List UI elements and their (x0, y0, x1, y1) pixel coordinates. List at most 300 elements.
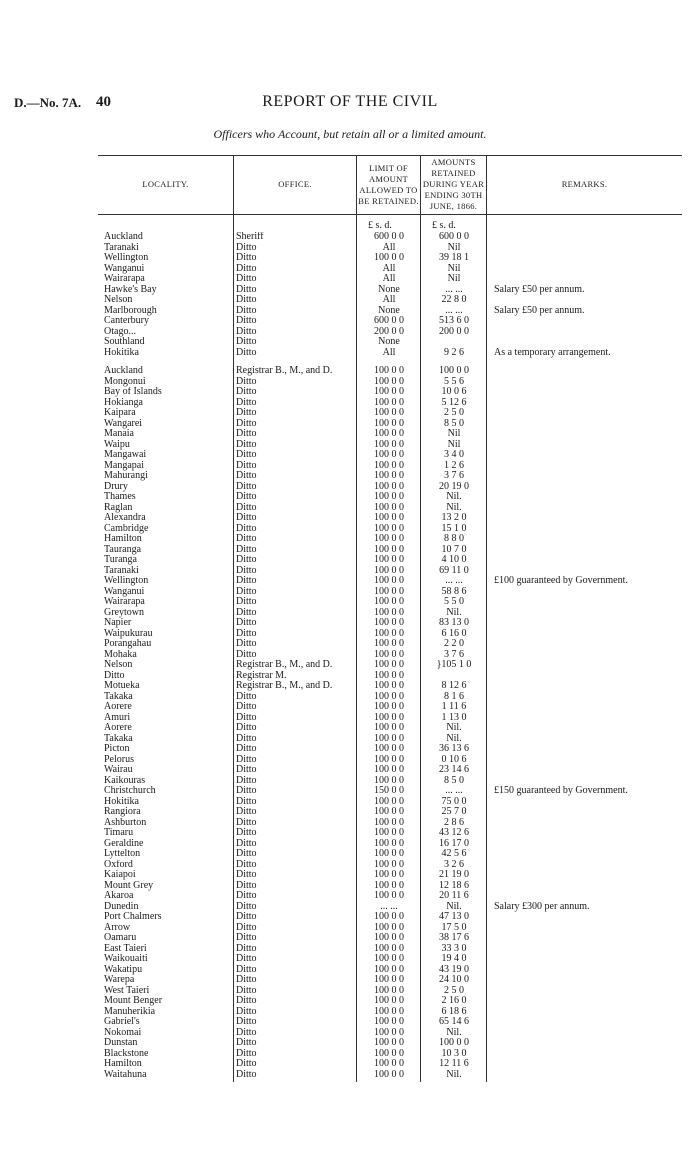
retained-cell: 36 13 6 (439, 744, 469, 754)
office-cell: Ditto (236, 576, 257, 586)
locality-cell: Porangahau (104, 639, 152, 649)
office-cell: Ditto (236, 985, 257, 996)
locality-cell: Waikouaiti (104, 954, 148, 964)
limit-cell: 100 0 0 (374, 628, 404, 639)
locality-cell: Mangapai (104, 460, 144, 471)
retained-cell: 15 1 0 (441, 523, 467, 534)
office-cell: Ditto (236, 555, 257, 565)
retained-cell: Nil. (446, 901, 462, 912)
table-row (98, 954, 682, 965)
locality-cell: Oxford (104, 859, 133, 870)
retained-cell: 5 12 6 (441, 397, 467, 408)
table-row (98, 492, 682, 503)
table-row (98, 618, 682, 629)
retained-cell: Nil. (446, 733, 462, 744)
column-header-limit: LIMIT OF AMOUNT ALLOWED TO BE RETAINED. (358, 163, 419, 206)
limit-cell: 100 0 0 (374, 964, 404, 975)
table-subtitle: Officers who Account, but retain all or a limited amount. (213, 127, 487, 141)
table-row (98, 316, 682, 327)
retained-cell: ... ... (445, 786, 463, 796)
limit-cell: ... ... (380, 901, 398, 912)
retained-cell: 58 8 6 (441, 586, 467, 597)
office-cell: Ditto (236, 347, 257, 358)
limit-cell: 100 0 0 (374, 1038, 404, 1048)
retained-cell: 23 14 6 (439, 765, 469, 775)
table-row (98, 713, 682, 724)
table-row (98, 1049, 682, 1060)
limit-cell: 100 0 0 (374, 975, 404, 985)
remarks-cell: Salary £300 per annum. (494, 901, 590, 912)
retained-cell: 17 5 0 (441, 922, 467, 933)
office-cell: Ditto (236, 607, 257, 618)
table-row (98, 1028, 682, 1039)
retained-cell: ... ... (445, 576, 463, 586)
retained-cell: 22 8 0 (441, 295, 467, 305)
table-row (98, 377, 682, 388)
remarks-cell: Salary £50 per annum. (494, 305, 585, 316)
table-body (98, 232, 682, 1080)
retained-cell: 3 7 6 (444, 471, 464, 481)
office-cell: Ditto (236, 316, 257, 326)
retained-cell: 13 2 0 (441, 513, 467, 523)
table-row (98, 797, 682, 808)
office-cell: Ditto (236, 639, 257, 649)
retained-cell: Nil. (446, 492, 462, 502)
locality-cell: Aorere (104, 702, 132, 712)
office-cell: Ditto (236, 702, 257, 712)
retained-cell: 38 17 6 (439, 933, 469, 943)
table-row (98, 513, 682, 524)
retained-cell: 25 7 0 (441, 807, 467, 817)
table-row (98, 776, 682, 787)
table-row (98, 419, 682, 430)
table-row (98, 524, 682, 535)
table-row (98, 608, 682, 619)
retained-cell: ... ... (445, 284, 463, 295)
remarks-cell: As a temporary arrangement. (494, 347, 611, 358)
retained-cell: 8 8 0 (444, 534, 464, 544)
limit-cell: 100 0 0 (374, 838, 404, 849)
locality-cell: Wairau (104, 765, 133, 775)
locality-cell: Taranaki (104, 242, 139, 253)
retained-cell: 16 17 0 (439, 838, 469, 849)
column-header-remarks: REMARKS. (561, 179, 608, 189)
table-row (98, 408, 682, 419)
table-row (98, 650, 682, 661)
table-row (98, 440, 682, 451)
retained-cell: 69 11 0 (439, 565, 469, 576)
table-row (98, 327, 682, 338)
locality-cell: Auckland (104, 232, 143, 242)
table-row (98, 1007, 682, 1018)
table-row (98, 986, 682, 997)
retained-cell: 1 2 6 (444, 460, 464, 471)
office-cell: Ditto (236, 263, 257, 274)
office-cell: Ditto (236, 492, 257, 502)
office-cell: Ditto (236, 534, 257, 544)
retained-cell: 3 4 0 (444, 450, 464, 460)
locality-cell: Mahurangi (104, 471, 148, 481)
limit-cell: 100 0 0 (374, 649, 404, 660)
office-cell: Ditto (236, 565, 257, 576)
locality-cell: Hamilton (104, 534, 142, 544)
locality-cell: Nokomai (104, 1027, 142, 1038)
office-cell: Ditto (236, 975, 257, 985)
locality-cell: Southland (104, 337, 145, 347)
table-row (98, 807, 682, 818)
limit-cell: 100 0 0 (374, 502, 404, 513)
office-cell: Ditto (236, 429, 257, 439)
table-row (98, 398, 682, 409)
limit-cell: 100 0 0 (374, 996, 404, 1006)
locality-cell: Takaka (104, 691, 133, 702)
page-number: 40 (96, 94, 111, 110)
table-row (98, 482, 682, 493)
retained-cell: 5 5 6 (444, 376, 464, 387)
table-row (98, 692, 682, 703)
office-cell: Ditto (236, 274, 257, 284)
office-cell: Ditto (236, 943, 257, 954)
office-cell: Ditto (236, 618, 257, 628)
table-row (98, 660, 682, 671)
office-cell: Ditto (236, 471, 257, 481)
table-row (98, 996, 682, 1007)
table-row (98, 944, 682, 955)
group-spacer (98, 358, 682, 366)
locality-cell: Hokitika (104, 347, 139, 358)
limit-cell: 100 0 0 (374, 397, 404, 408)
table-row (98, 429, 682, 440)
limit-cell: 150 0 0 (374, 786, 404, 796)
retained-cell: Nil. (446, 723, 462, 733)
retained-cell: 83 13 0 (439, 618, 469, 628)
retained-cell: 3 7 6 (444, 649, 464, 660)
retained-cell: 8 5 0 (444, 775, 464, 786)
office-cell: Ditto (236, 922, 257, 933)
limit-cell: 100 0 0 (374, 408, 404, 418)
column-header-locality: LOCALITY. (142, 179, 189, 189)
limit-cell: 100 0 0 (374, 859, 404, 870)
limit-cell: 100 0 0 (374, 565, 404, 576)
locality-cell: Lyttelton (104, 849, 141, 859)
office-cell: Ditto (236, 1038, 257, 1048)
office-cell: Ditto (236, 253, 257, 263)
limit-cell: 100 0 0 (374, 1006, 404, 1017)
limit-cell: 100 0 0 (374, 1017, 404, 1027)
locality-cell: Wellington (104, 253, 149, 263)
retained-cell: }105 1 0 (436, 660, 472, 670)
retained-cell: 12 11 6 (439, 1059, 469, 1069)
locality-cell: Taranaki (104, 565, 139, 576)
locality-cell: Mangawai (104, 450, 147, 460)
table-row (98, 1038, 682, 1049)
limit-cell: 100 0 0 (374, 513, 404, 523)
office-cell: Ditto (236, 817, 257, 828)
locality-cell: Oamaru (104, 933, 137, 943)
limit-cell: 100 0 0 (374, 691, 404, 702)
retained-cell: Nil. (446, 607, 462, 618)
office-cell: Ditto (236, 242, 257, 253)
limit-cell: All (382, 274, 396, 284)
locality-cell: Auckland (104, 366, 143, 376)
locality-cell: Rangiora (104, 807, 141, 817)
retained-cell: 6 18 6 (441, 1006, 467, 1017)
limit-cell: 600 0 0 (374, 316, 404, 326)
locality-cell: Hamilton (104, 1059, 142, 1069)
remarks-cell: £100 guaranteed by Government. (494, 576, 628, 586)
locality-cell: Geraldine (104, 838, 144, 849)
office-cell: Ditto (236, 775, 257, 786)
limit-cell: 100 0 0 (374, 660, 404, 670)
limit-cell: 100 0 0 (374, 1027, 404, 1038)
limit-cell: 100 0 0 (374, 681, 404, 691)
locality-cell: Greytown (104, 607, 144, 618)
table-row (98, 348, 682, 359)
locality-cell: Warepa (104, 975, 135, 985)
table-row (98, 471, 682, 482)
locality-cell: Marlborough (104, 305, 157, 316)
office-cell: Ditto (236, 628, 257, 639)
retained-cell: 0 10 6 (441, 754, 467, 765)
locality-cell: Waitahuna (104, 1069, 147, 1080)
office-cell: Ditto (236, 1027, 257, 1038)
locality-cell: Alexandra (104, 513, 146, 523)
retained-cell: 4 10 0 (441, 555, 467, 565)
limit-cell: 100 0 0 (374, 954, 404, 964)
limit-cell: 100 0 0 (374, 922, 404, 933)
office-cell: Ditto (236, 597, 257, 607)
limit-cell: 100 0 0 (374, 712, 404, 723)
table-row (98, 243, 682, 254)
office-cell: Ditto (236, 754, 257, 765)
retained-cell: Nil (447, 242, 461, 253)
table-row (98, 734, 682, 745)
locality-cell: Kaipara (104, 408, 136, 418)
office-cell: Ditto (236, 1017, 257, 1027)
office-cell: Ditto (236, 397, 257, 408)
limit-cell: 100 0 0 (374, 523, 404, 534)
table-row (98, 849, 682, 860)
table-row (98, 671, 682, 682)
table-row (98, 306, 682, 317)
retained-cell: 43 19 0 (439, 964, 469, 975)
locality-cell: Thames (104, 492, 136, 502)
locality-cell: Kaiapoi (104, 870, 136, 880)
office-cell: Registrar B., M., and D. (236, 366, 333, 376)
locality-cell: Raglan (104, 502, 133, 513)
office-cell: Ditto (236, 450, 257, 460)
retained-cell: 19 4 0 (441, 954, 467, 964)
limit-cell: 100 0 0 (374, 849, 404, 859)
table-row (98, 828, 682, 839)
table-row (98, 576, 682, 587)
retained-cell: 10 7 0 (441, 544, 467, 555)
office-cell: Ditto (236, 284, 257, 295)
office-cell: Ditto (236, 649, 257, 660)
limit-cell: None (378, 337, 400, 347)
table-top-rule (98, 155, 682, 156)
locality-cell: Hawke's Bay (104, 284, 157, 295)
retained-cell: 2 16 0 (441, 996, 467, 1006)
limit-cell: 100 0 0 (374, 817, 404, 828)
locality-cell: Timaru (104, 828, 134, 838)
table-row (98, 965, 682, 976)
locality-cell: Ashburton (104, 817, 147, 828)
table-row (98, 786, 682, 797)
table-row (98, 295, 682, 306)
table-row (98, 1070, 682, 1081)
limit-cell: 200 0 0 (374, 326, 404, 337)
office-cell: Ditto (236, 838, 257, 849)
table-row (98, 744, 682, 755)
retained-cell: 39 18 1 (439, 253, 469, 263)
table-row (98, 1059, 682, 1070)
limit-cell: 100 0 0 (374, 1059, 404, 1069)
limit-cell: All (382, 263, 396, 274)
limit-cell: All (382, 295, 396, 305)
limit-cell: 100 0 0 (374, 985, 404, 996)
office-cell: Ditto (236, 859, 257, 870)
office-cell: Ditto (236, 418, 257, 429)
limit-cell: None (378, 305, 400, 316)
table-row (98, 337, 682, 348)
office-cell: Ditto (236, 376, 257, 387)
retained-cell: 20 11 6 (439, 891, 469, 901)
office-cell: Ditto (236, 744, 257, 754)
table-row (98, 870, 682, 881)
office-cell: Ditto (236, 326, 257, 337)
limit-cell: 100 0 0 (374, 1048, 404, 1059)
retained-cell: 33 3 0 (441, 943, 467, 954)
office-cell: Ditto (236, 513, 257, 523)
locality-cell: Mohaka (104, 649, 137, 660)
locality-cell: Waipu (104, 439, 130, 450)
locality-cell: Manuherikia (104, 1006, 156, 1017)
limit-cell: 100 0 0 (374, 586, 404, 597)
remarks-cell: £150 guaranteed by Government. (494, 786, 628, 796)
retained-cell: 1 13 0 (441, 712, 467, 723)
retained-cell: 8 5 0 (444, 418, 464, 429)
locality-cell: Arrow (104, 922, 131, 933)
table-row (98, 274, 682, 285)
limit-cell: 100 0 0 (374, 607, 404, 618)
locality-cell: Akaroa (104, 891, 134, 901)
locality-cell: Ditto (104, 670, 125, 681)
locality-cell: Wakatipu (104, 964, 143, 975)
office-cell: Ditto (236, 544, 257, 555)
office-cell: Ditto (236, 502, 257, 513)
office-cell: Ditto (236, 481, 257, 492)
office-cell: Ditto (236, 295, 257, 305)
limit-cell: 100 0 0 (374, 492, 404, 502)
locality-cell: Wanganui (104, 263, 145, 274)
locality-cell: Waipukurau (104, 628, 153, 639)
retained-cell: 2 5 0 (444, 985, 464, 996)
office-cell: Ditto (236, 901, 257, 912)
limit-cell: 100 0 0 (374, 828, 404, 838)
office-cell: Ditto (236, 954, 257, 964)
table-row (98, 387, 682, 398)
remarks-cell: Salary £50 per annum. (494, 284, 585, 295)
table-row (98, 765, 682, 776)
office-cell: Registrar B., M., and D. (236, 681, 333, 691)
limit-cell: 100 0 0 (374, 253, 404, 263)
limit-cell: 100 0 0 (374, 481, 404, 492)
retained-cell: 24 10 0 (439, 975, 469, 985)
office-cell: Ditto (236, 305, 257, 316)
locality-cell: Mount Grey (104, 880, 154, 891)
limit-cell: 100 0 0 (374, 870, 404, 880)
table-row (98, 975, 682, 986)
retained-cell: 47 13 0 (439, 912, 469, 922)
office-cell: Ditto (236, 1069, 257, 1080)
table-row (98, 232, 682, 243)
limit-cell: 100 0 0 (374, 429, 404, 439)
locality-cell: Takaka (104, 733, 133, 744)
retained-cell: Nil (447, 429, 461, 439)
office-cell: Ditto (236, 387, 257, 397)
locality-cell: Dunstan (104, 1038, 138, 1048)
office-cell: Ditto (236, 933, 257, 943)
limit-cell: 100 0 0 (374, 387, 404, 397)
table-row (98, 933, 682, 944)
locality-cell: Gabriel's (104, 1017, 140, 1027)
table-row (98, 461, 682, 472)
locality-cell: Kaikouras (104, 775, 146, 786)
retained-cell: 2 8 6 (444, 817, 464, 828)
locality-cell: Drury (104, 481, 128, 492)
table-row (98, 681, 682, 692)
table-row (98, 503, 682, 514)
limit-cell: 100 0 0 (374, 618, 404, 628)
locality-cell: Tauranga (104, 544, 142, 555)
locality-cell: East Taieri (104, 943, 147, 954)
locality-cell: Aorere (104, 723, 132, 733)
retained-cell: 20 19 0 (439, 481, 469, 492)
table-row (98, 285, 682, 296)
office-cell: Ditto (236, 996, 257, 1006)
limit-cell: 100 0 0 (374, 744, 404, 754)
locality-cell: Canterbury (104, 316, 149, 326)
retained-cell: Nil. (446, 1069, 462, 1080)
limit-cell: 100 0 0 (374, 1069, 404, 1080)
table-row (98, 450, 682, 461)
limit-cell: 100 0 0 (374, 639, 404, 649)
locality-cell: Nelson (104, 295, 133, 305)
table-row (98, 860, 682, 871)
locality-cell: Wanganui (104, 586, 145, 597)
header-bottom-rule (98, 214, 682, 215)
retained-cell: 1 11 6 (441, 702, 467, 712)
office-cell: Ditto (236, 337, 257, 347)
document-reference: D.—No. 7A. (14, 95, 82, 110)
limit-cell: All (382, 242, 396, 253)
limit-cell: 100 0 0 (374, 933, 404, 943)
office-cell: Ditto (236, 523, 257, 534)
column-header-retained: AMOUNTS RETAINED DURING YEAR ENDING 30TH JUNE, 1866. (422, 157, 485, 211)
limit-cell: 100 0 0 (374, 597, 404, 607)
locality-cell: Hokitika (104, 796, 139, 807)
retained-cell: Nil. (446, 502, 462, 513)
locality-cell: Wairarapa (104, 274, 145, 284)
table-row (98, 923, 682, 934)
office-cell: Ditto (236, 733, 257, 744)
table-row (98, 702, 682, 713)
table-row (98, 881, 682, 892)
locality-cell: Wangarei (104, 418, 143, 429)
locality-cell: West Taieri (104, 985, 150, 996)
limit-cell: 100 0 0 (374, 450, 404, 460)
